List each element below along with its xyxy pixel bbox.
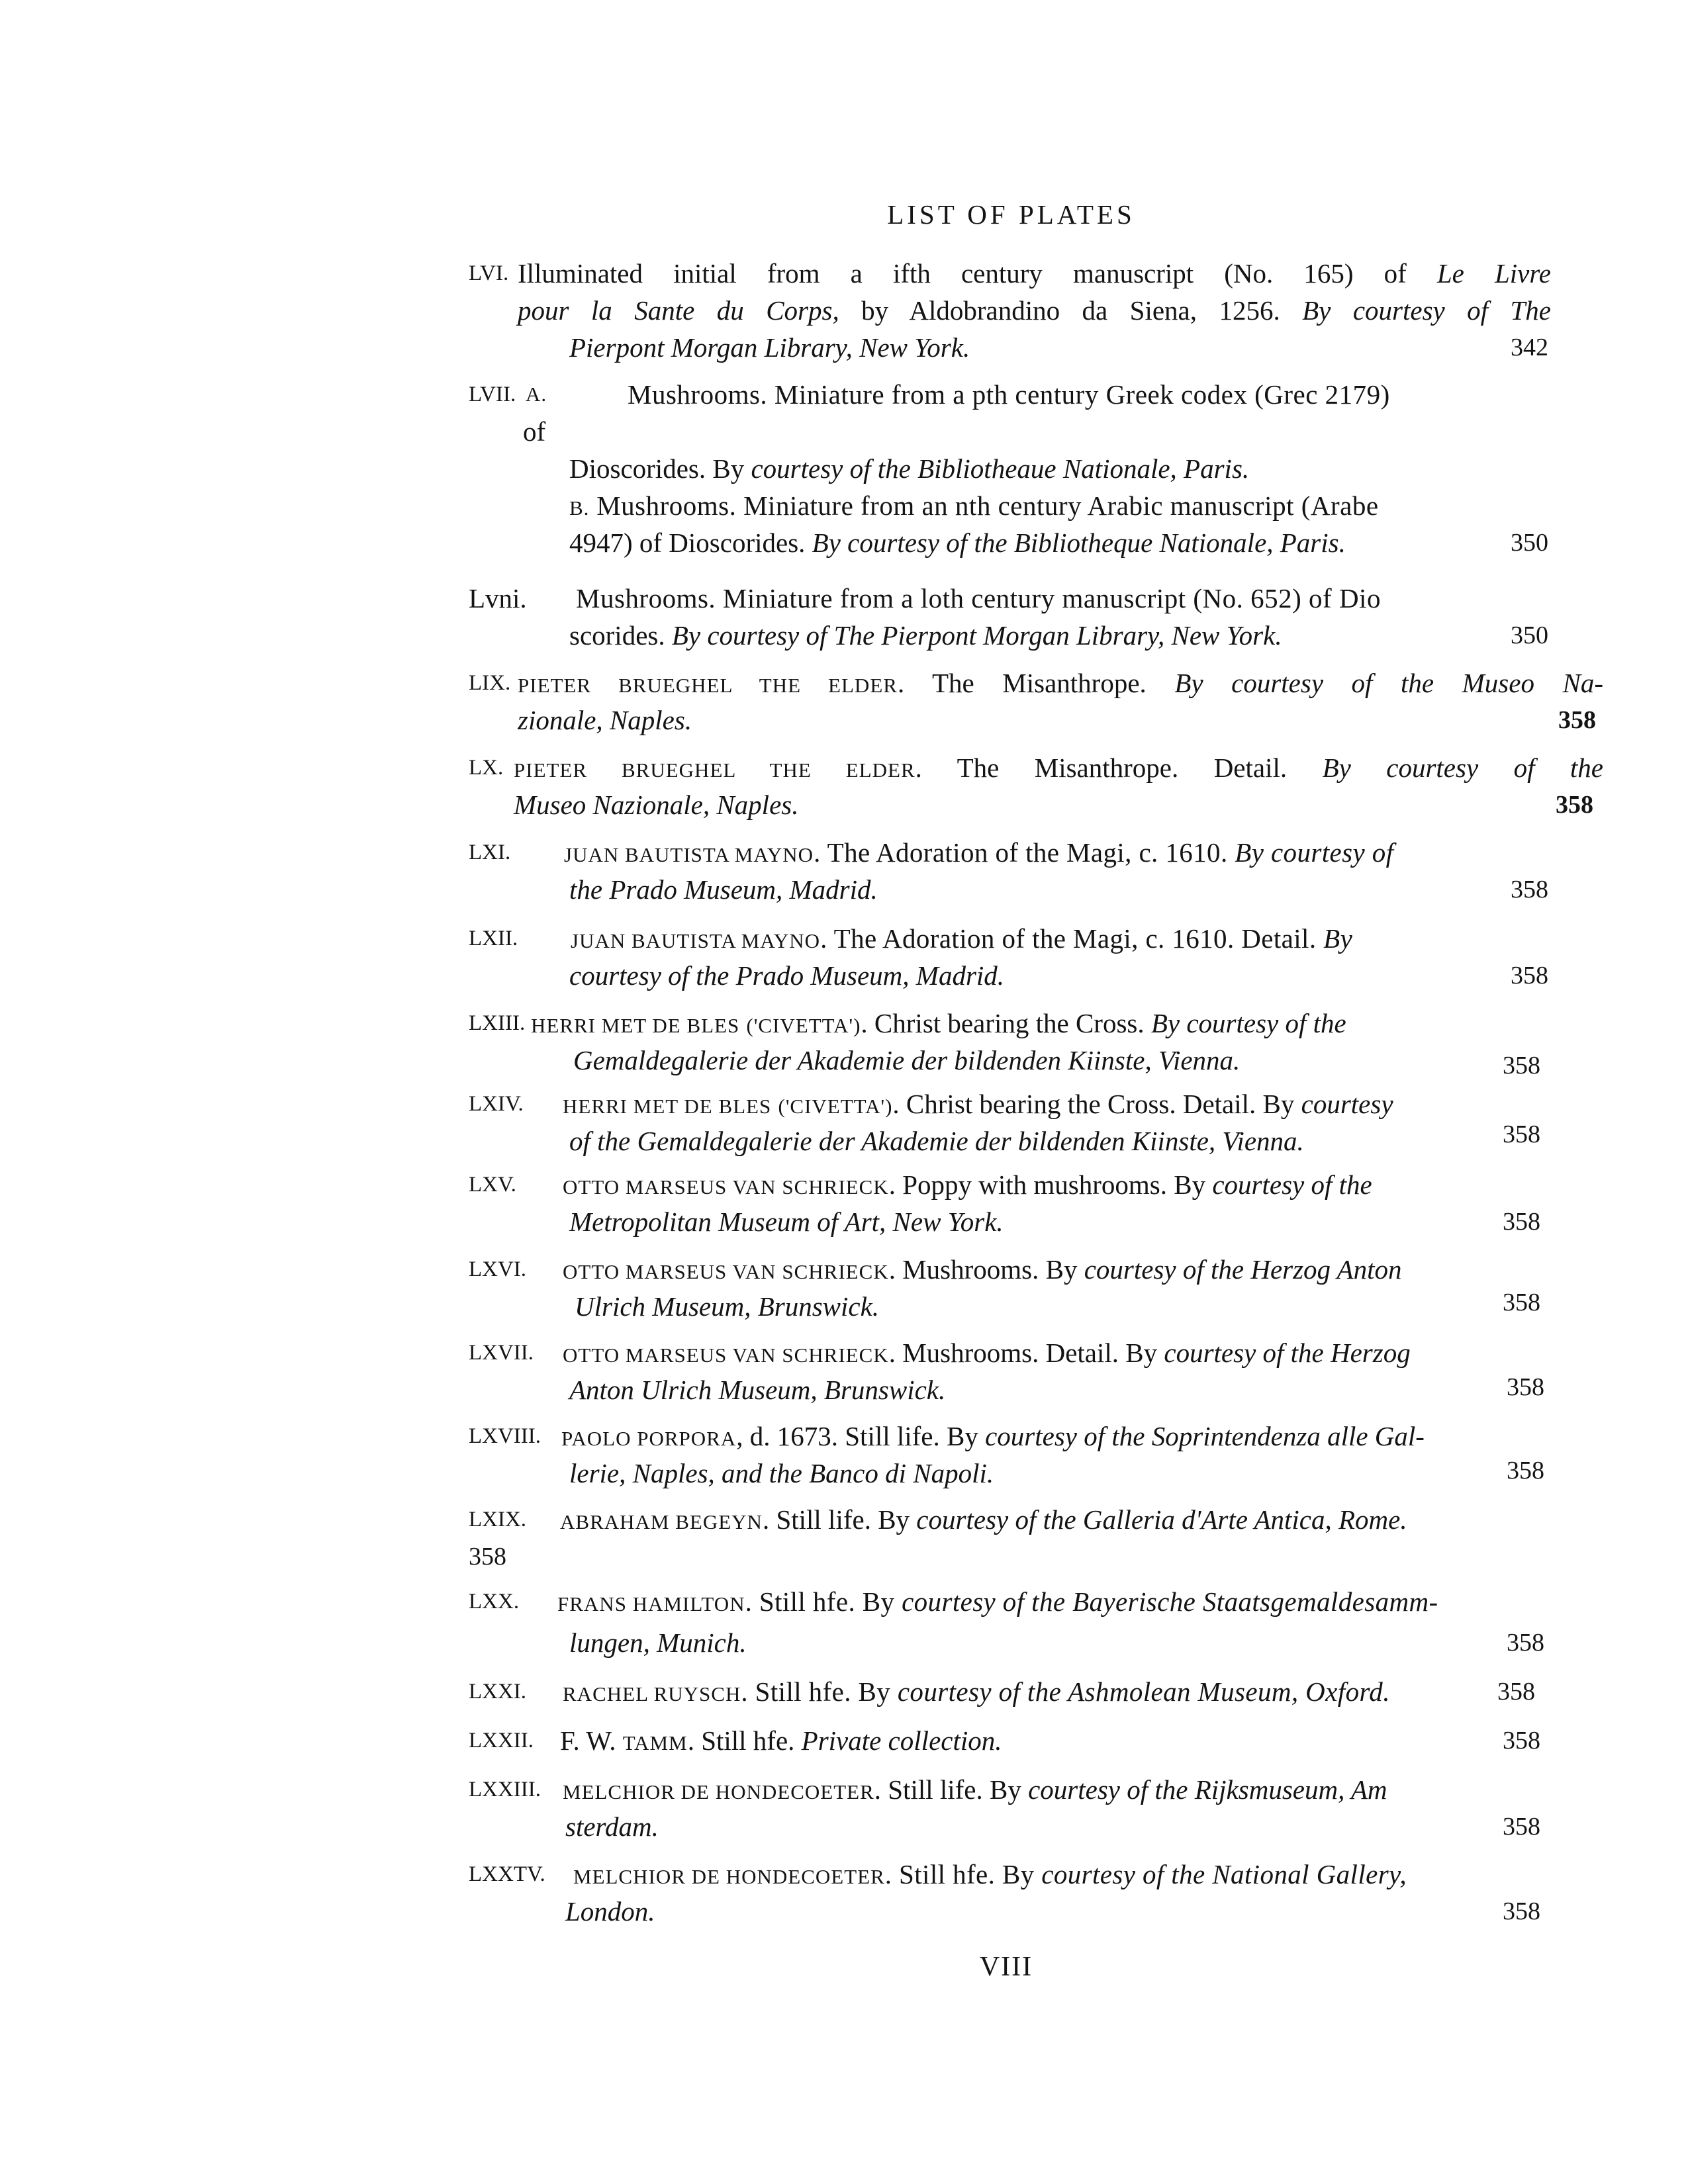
- plate-caption: . Christ bearing the Cross.: [861, 1008, 1151, 1038]
- plate-caption-italic: By courtesy of the: [1322, 752, 1604, 783]
- page-number: 358: [469, 1543, 506, 1570]
- plate-number: LIX.: [469, 671, 511, 695]
- plate-caption: . The Adoration of the Magi, c. 1610.: [814, 837, 1235, 868]
- page-number: 358: [1507, 1373, 1544, 1401]
- page-number: 358: [1507, 1629, 1544, 1657]
- plate-caption-italic: courtesy of the: [1212, 1169, 1372, 1200]
- plate-number: LXII.: [469, 927, 518, 950]
- plate-number: Lvni.: [469, 583, 527, 614]
- artist-name: OTTO MARSEUS VAN SCHRIECK: [563, 1343, 889, 1367]
- page-number: 358: [1511, 962, 1548, 989]
- plate-number: LXVII.: [469, 1341, 534, 1365]
- artist-name: OTTO MARSEUS VAN SCHRIECK: [563, 1175, 889, 1199]
- plate-entry-lxvii: [469, 1334, 1607, 1408]
- plate-caption-italic: Private collection.: [801, 1725, 1002, 1756]
- plate-caption-italic: courtesy of the Soprintendenza alle Gal-: [985, 1421, 1425, 1451]
- plate-number: LVII.: [469, 383, 516, 406]
- artist-name: MELCHIOR DE HONDECOETER: [563, 1780, 874, 1803]
- plate-caption: . Mushrooms. Detail. By: [888, 1338, 1164, 1368]
- plate-caption: . Still life. By: [874, 1774, 1029, 1805]
- plate-caption-italic: By courtesy of the Museo Na-: [1174, 668, 1603, 698]
- plate-caption: . Still hfe.: [687, 1725, 802, 1756]
- page-number: 358: [1556, 791, 1593, 819]
- plate-caption: . Mushrooms. By: [888, 1254, 1084, 1285]
- plate-caption-italic: Ulrich Museum, Brunswick.: [575, 1291, 880, 1322]
- plate-caption-italic: By courtesy of The Pierpont Morgan Library, New York.: [671, 620, 1282, 651]
- plate-caption-italic: lerie, Naples, and the Banco di Napoli.: [569, 1458, 994, 1488]
- page-number: 358: [1507, 1457, 1544, 1484]
- plate-entry-lxviii: [469, 1418, 1607, 1492]
- plate-caption: Mushrooms. Miniature from a loth century manuscript (No. 652) of Dio: [576, 583, 1381, 614]
- plate-caption-italic: courtesy of the Rijksmuseum, Am: [1028, 1774, 1387, 1805]
- page-number: 358: [1511, 876, 1548, 903]
- plate-caption-italic: courtesy of the Galleria d'Arte Antica, Rome.: [916, 1504, 1407, 1535]
- plate-entry-lix: [469, 664, 1607, 739]
- plate-caption-italic: courtesy: [1301, 1089, 1393, 1119]
- plate-caption: . Christ bearing the Cross. Detail. By: [892, 1089, 1301, 1119]
- plate-caption-italic: sterdam.: [565, 1811, 659, 1842]
- plate-entry-lviii: [469, 580, 1607, 654]
- artist-name: HERRI MET DE BLES: [563, 1095, 772, 1118]
- artist-initials: F. W.: [560, 1725, 616, 1756]
- plate-entry-lxii: [469, 920, 1607, 994]
- plate-caption: . The Misanthrope. Detail.: [915, 752, 1323, 783]
- artist-name: FRANS HAMILTON: [557, 1592, 745, 1615]
- plate-caption: , d. 1673. Still life. By: [736, 1421, 986, 1451]
- plate-number: LVI.: [469, 261, 509, 285]
- page-number: 358: [1503, 1727, 1540, 1754]
- plate-caption-italic: Gemaldegalerie der Akademie der bildenden Kiinste, Vienna.: [573, 1045, 1241, 1075]
- page-number: 358: [1503, 1208, 1540, 1236]
- plate-number: LXXIII.: [469, 1778, 541, 1801]
- plate-caption-italic: courtesy of the Herzog: [1164, 1338, 1411, 1368]
- plate-entry-lxxiii: [469, 1771, 1607, 1845]
- page-title: LIST OF PLATES: [887, 199, 1135, 230]
- artist-name: PIETER BRUEGHEL THE ELDER: [518, 674, 898, 697]
- page-number: 358: [1503, 1289, 1540, 1316]
- plate-caption-italic: courtesy of the Prado Museum, Madrid.: [569, 960, 1005, 991]
- plate-number: LXIX.: [469, 1508, 527, 1531]
- plate-entry-lxix: [469, 1501, 1607, 1575]
- plate-entry-lxxiv: [469, 1856, 1607, 1930]
- plate-caption-italic: Metropolitan Museum of Art, New York.: [569, 1206, 1004, 1237]
- artist-name: OTTO MARSEUS VAN SCHRIECK: [563, 1260, 889, 1283]
- plate-caption: . Still hfe. By: [741, 1676, 898, 1707]
- page-number: 358: [1503, 1813, 1540, 1841]
- plate-number: LXXII.: [469, 1729, 534, 1752]
- artist-nickname: ('CIVETTA'): [746, 1014, 861, 1037]
- sub-label-b: B.: [569, 496, 590, 520]
- plate-entry-lxi: [469, 834, 1607, 908]
- artist-name: ABRAHAM BEGEYN: [560, 1510, 763, 1533]
- sub-label-a: A.: [526, 383, 547, 406]
- plate-caption-italic: London.: [565, 1896, 655, 1927]
- page-number: 358: [1503, 1120, 1540, 1148]
- plate-caption-italic: Pierpont Morgan Library, New York.: [569, 332, 970, 363]
- plate-entry-lx: [469, 749, 1607, 823]
- plate-caption-italic: lungen, Munich.: [569, 1627, 747, 1658]
- plate-caption-italic: By: [1323, 923, 1353, 954]
- plate-caption-italic: By courtesy of the Bibliotheque Nationale, Paris.: [812, 527, 1346, 558]
- plate-caption-italic: By courtesy of The: [1302, 295, 1551, 326]
- plate-caption-italic: Le Livre: [1436, 258, 1551, 289]
- plate-caption: Illuminated initial from a ifth century manuscript (No. 165) of: [518, 258, 1437, 289]
- page-number: 358: [1558, 706, 1596, 734]
- artist-nickname: ('CIVETTA'): [778, 1095, 893, 1118]
- plate-caption-italic: Anton Ulrich Museum, Brunswick.: [569, 1375, 946, 1405]
- plate-caption: by Aldobrandino da Siena, 1256.: [839, 295, 1303, 326]
- plate-entry-lxxii: [469, 1722, 1607, 1759]
- artist-name: JUAN BAUTISTA MAYNO: [564, 843, 814, 866]
- plate-number: LXVI.: [469, 1257, 527, 1281]
- plate-caption: . Still hfe. By: [745, 1586, 902, 1617]
- artist-name: TAMM: [622, 1731, 688, 1754]
- plate-number: LXV.: [469, 1173, 516, 1197]
- plate-caption: of: [523, 416, 546, 447]
- plate-entry-lxiii: [469, 1005, 1607, 1079]
- plate-caption: . Still life. By: [762, 1504, 917, 1535]
- plate-caption-italic: courtesy of the National Gallery,: [1041, 1859, 1407, 1889]
- plate-entry-lxx: [469, 1583, 1607, 1661]
- plate-caption: . The Adoration of the Magi, c. 1610. Detail.: [820, 923, 1324, 954]
- plate-caption-italic: Museo Nazionale, Naples.: [514, 790, 799, 820]
- plate-caption: Mushrooms. Miniature from a pth century Greek codex (Grec 2179): [628, 379, 1390, 410]
- plate-entry-lxvi: [469, 1251, 1607, 1325]
- plate-caption: . Poppy with mushrooms. By: [888, 1169, 1213, 1200]
- plate-entry-lvi: [469, 255, 1607, 366]
- plate-number: LXIV.: [469, 1092, 524, 1116]
- plate-entry-lvii: [469, 376, 1607, 561]
- plate-caption-italic: By courtesy of the: [1150, 1008, 1346, 1038]
- page-folio: VIII: [979, 1952, 1033, 1982]
- plate-caption-italic: the Prado Museum, Madrid.: [569, 874, 878, 905]
- plate-caption-italic: courtesy of the Bayerische Staatsgemaldesamm-: [902, 1586, 1438, 1617]
- artist-name: JUAN BAUTISTA MAYNO: [571, 929, 821, 952]
- plate-caption-italic: courtesy of the Ashmolean Museum, Oxford.: [897, 1676, 1390, 1707]
- plate-number: LXI.: [469, 841, 511, 864]
- artist-name: RACHEL RUYSCH: [563, 1682, 741, 1706]
- plate-number: LXIII.: [469, 1011, 526, 1035]
- plate-caption-italic: By courtesy of: [1235, 837, 1394, 868]
- plate-number: LXXTV.: [469, 1862, 545, 1886]
- plate-caption-italic: zionale, Naples.: [518, 705, 692, 735]
- plate-caption: Mushrooms. Miniature from an nth century Arabic manuscript (Arabe: [589, 490, 1379, 521]
- plate-number: LXX.: [469, 1590, 520, 1614]
- plate-entry-lxxi: [469, 1673, 1607, 1710]
- plate-number: LX.: [469, 756, 504, 780]
- page-number: 358: [1503, 1897, 1540, 1925]
- plate-caption: . Still hfe. By: [884, 1859, 1042, 1889]
- plate-entry-lxv: [469, 1166, 1607, 1240]
- plate-caption: 4947) of Dioscorides.: [569, 527, 812, 558]
- page-number: 358: [1503, 1052, 1540, 1079]
- artist-name: MELCHIOR DE HONDECOETER: [573, 1865, 885, 1888]
- plate-caption-italic: pour la Sante du Corps,: [518, 295, 839, 326]
- plate-caption: . The Misanthrope.: [897, 668, 1175, 698]
- plate-caption: Dioscorides. By: [569, 453, 751, 484]
- plate-number: LXVIII.: [469, 1424, 541, 1448]
- page-number: 350: [1511, 529, 1548, 557]
- artist-name: PIETER BRUEGHEL THE ELDER: [514, 758, 915, 782]
- artist-name: HERRI MET DE BLES: [531, 1014, 740, 1037]
- plate-caption-italic: courtesy of the Bibliotheaue Nationale, Paris.: [751, 453, 1250, 484]
- plate-entry-lxiv: [469, 1085, 1607, 1160]
- plate-caption: scorides.: [569, 620, 672, 651]
- page-number: 342: [1511, 334, 1548, 361]
- plate-caption-italic: of the Gemaldegalerie der Akademie der bildenden Kiinste, Vienna.: [569, 1126, 1304, 1156]
- page-number: 358: [1497, 1678, 1535, 1706]
- page-number: 350: [1511, 621, 1548, 649]
- plate-caption-italic: courtesy of the Herzog Anton: [1084, 1254, 1402, 1285]
- plate-number: LXXI.: [469, 1680, 527, 1704]
- artist-name: PAOLO PORPORA: [561, 1427, 737, 1450]
